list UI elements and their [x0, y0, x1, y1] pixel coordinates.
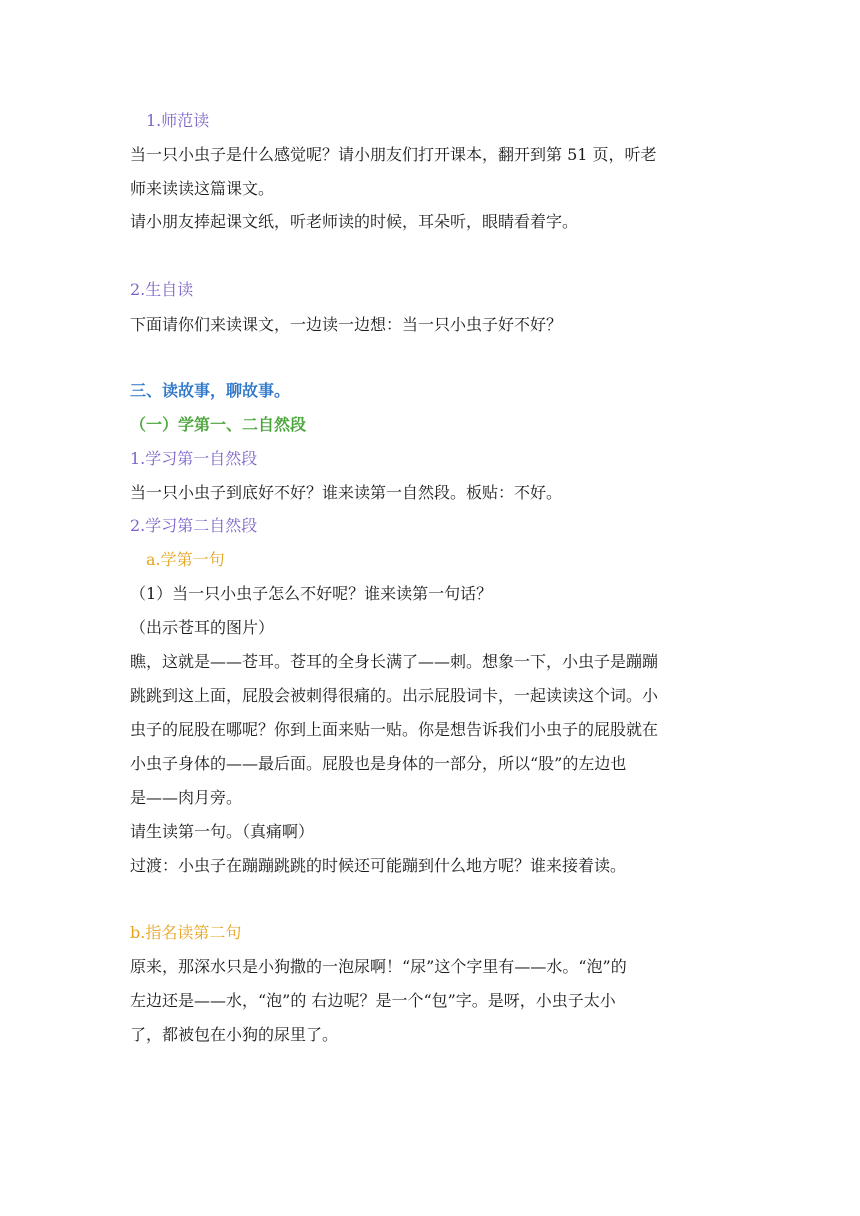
paragraph-line: 虫子的屁股在哪呢？你到上面来贴一贴。你是想告诉我们小虫子的屁股就在: [130, 720, 659, 739]
paragraph-line: （出示苍耳的图片）: [130, 618, 275, 637]
paragraph-line: 当一只小虫子是什么感觉呢？请小朋友们打开课本，翻开到第 51 页，听老: [130, 145, 657, 164]
step-heading-self-reading: 2.生自读: [130, 280, 194, 299]
step-heading: 2.学习第二自然段: [130, 516, 258, 535]
paragraph-line: 请生读第一句。（真痛啊）: [130, 822, 315, 841]
paragraph-line: 小虫子身体的——最后面。屁股也是身体的一部分，所以“股”的左边也: [130, 754, 627, 773]
paragraph-line: 是——肉月旁。: [130, 788, 243, 807]
step-heading-teacher-reading: 1.师范读: [146, 111, 210, 130]
section-heading: 三、读故事，聊故事。: [130, 381, 291, 400]
paragraph-line: 师来读读这篇课文。: [130, 179, 275, 198]
paragraph-line: 了，都被包在小狗的尿里了。: [130, 1025, 339, 1044]
step-heading: 1.学习第一自然段: [130, 449, 258, 468]
paragraph-line: 下面请你们来读课文，一边读一边想：当一只小虫子好不好？: [130, 315, 563, 334]
paragraph-line: 过渡：小虫子在蹦蹦跳跳的时候还可能蹦到什么地方呢？谁来接着读。: [130, 856, 627, 875]
paragraph-line: 原来，那深水只是小狗撒的一泡尿啊！“尿”这个字里有——水。“泡”的: [130, 957, 627, 976]
paragraph-line: 当一只小虫子到底好不好？谁来读第一自然段。板贴：不好。: [130, 483, 563, 502]
paragraph-line: 跳跳到这上面，屁股会被刺得很痛的。出示屁股词卡，一起读读这个词。小: [130, 686, 659, 705]
subsection-heading: （一）学第一、二自然段: [130, 415, 307, 434]
paragraph-line: （1）当一只小虫子怎么不好呢？谁来读第一句话？: [130, 584, 493, 603]
paragraph-line: 请小朋友捧起课文纸，听老师读的时候，耳朵听，眼睛看着字。: [130, 212, 579, 231]
paragraph-line: 瞧，这就是——苍耳。苍耳的全身长满了——刺。想象一下，小虫子是蹦蹦: [130, 652, 659, 671]
sub-heading: a.学第一句: [146, 550, 225, 569]
paragraph-line: 左边还是——水，“泡”的 右边呢？是一个“包”字。是呀，小虫子太小: [130, 991, 616, 1010]
sub-heading: b.指名读第二句: [130, 923, 242, 942]
